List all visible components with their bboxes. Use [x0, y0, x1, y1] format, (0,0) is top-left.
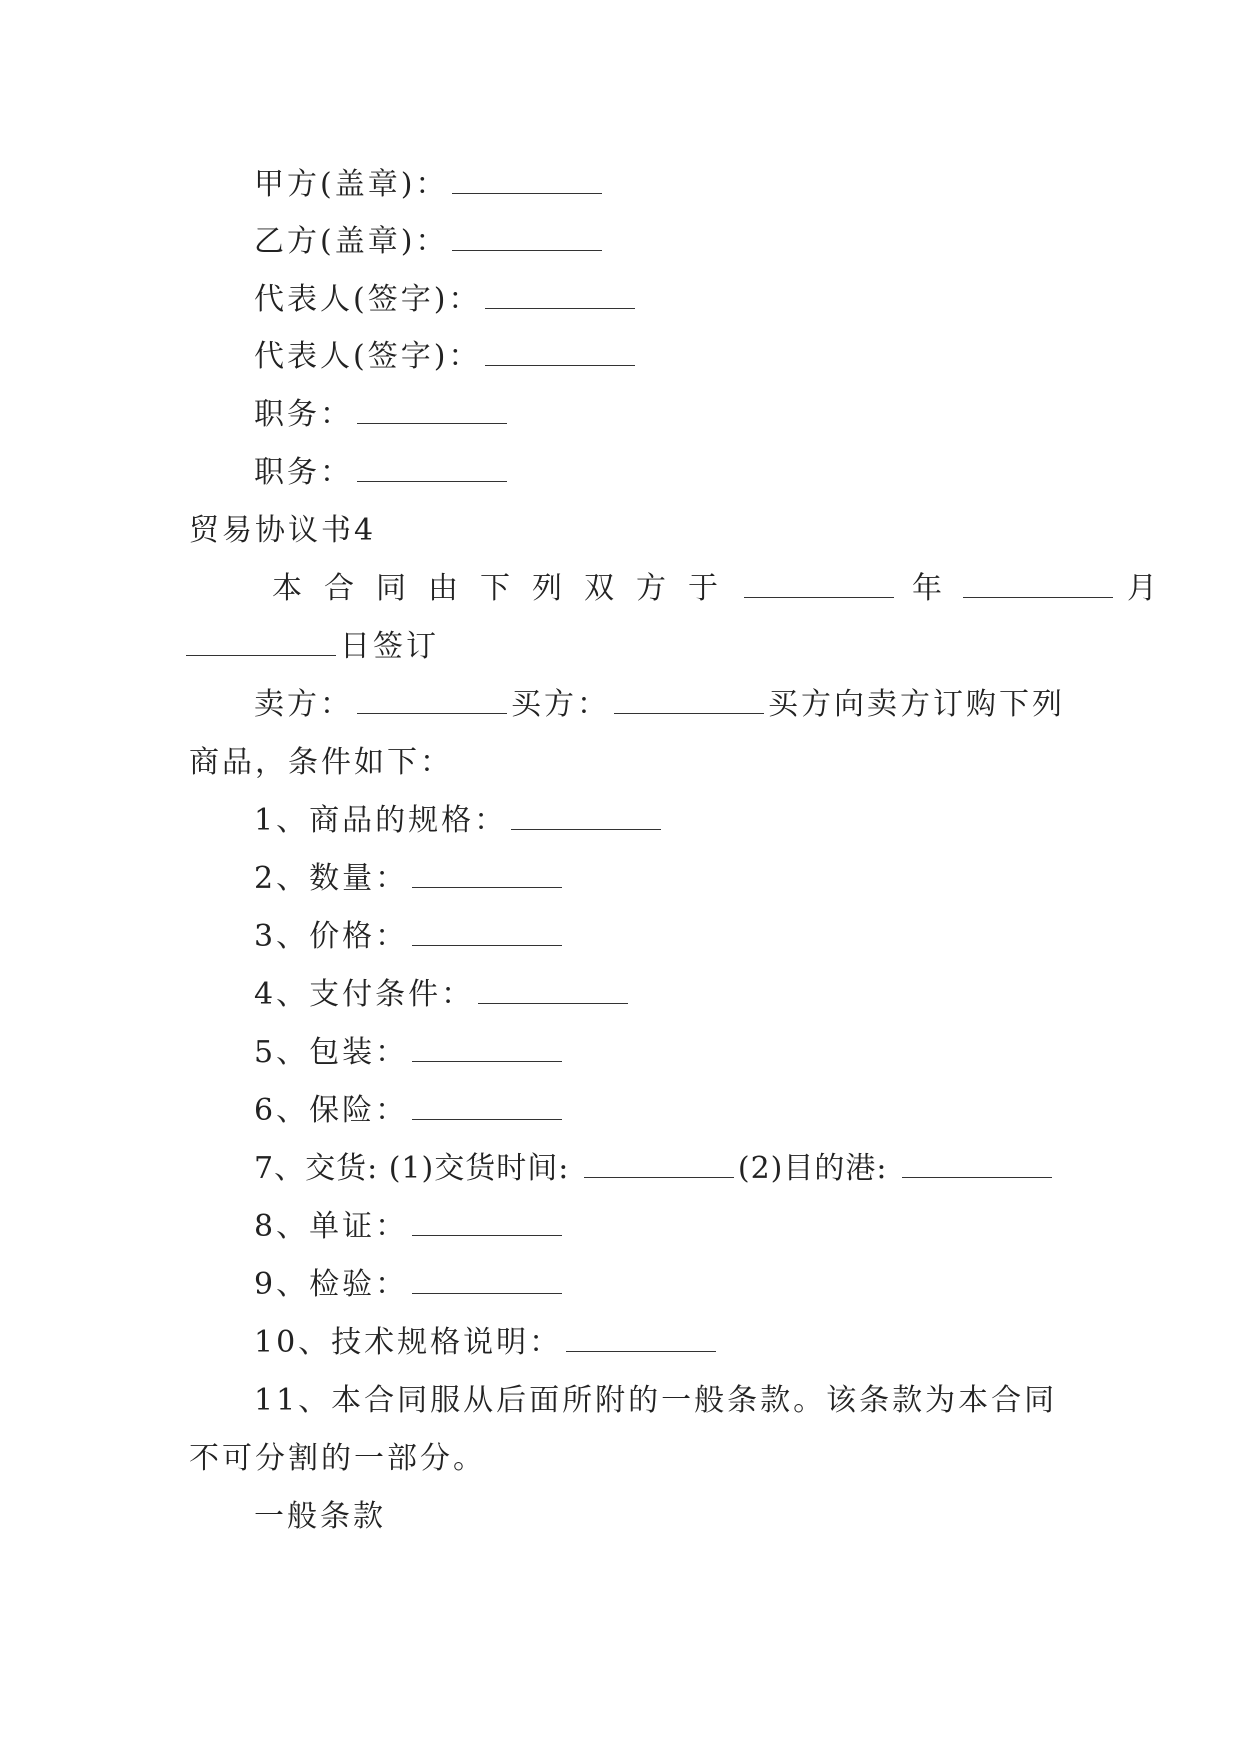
item-6-blank[interactable]	[412, 1091, 562, 1120]
month-blank[interactable]	[963, 569, 1113, 598]
item-10-label: 10、技术规格说明：	[254, 1325, 563, 1360]
item-4-blank[interactable]	[478, 975, 628, 1004]
delivery-time-blank[interactable]	[584, 1149, 734, 1178]
item-11-line-1: 11、本合同服从后面所附的一般条款。该条款为本合同	[254, 1383, 1058, 1418]
item-1-blank[interactable]	[511, 801, 661, 830]
item-7-label-a: 7、交货: (1)交货时间:	[254, 1151, 580, 1186]
rep-sign-blank-1[interactable]	[485, 280, 635, 309]
item-8-blank[interactable]	[412, 1207, 562, 1236]
item-9-label: 9、检验：	[254, 1267, 409, 1302]
item-2-line	[254, 859, 566, 899]
order-text: 买方向卖方订购下列	[768, 687, 1065, 722]
item-10-blank[interactable]	[566, 1323, 716, 1352]
rep-sign-line-2	[254, 337, 639, 377]
item-4-label: 4、支付条件：	[254, 977, 475, 1012]
party-a-seal-blank[interactable]	[452, 165, 602, 194]
day-signed-label: 日签订	[340, 629, 439, 664]
item-10-line	[254, 1323, 720, 1363]
conditions-line: 商品，条件如下：	[189, 745, 453, 780]
item-11-line-2: 不可分割的一部分。	[189, 1441, 486, 1476]
item-8-line	[254, 1207, 566, 1247]
rep-sign-blank-2[interactable]	[485, 337, 635, 366]
title-line-2	[254, 453, 511, 493]
party-a-seal-line	[254, 165, 606, 205]
item-7-label-b: (2)目的港:	[737, 1151, 899, 1186]
item-2-blank[interactable]	[412, 859, 562, 888]
intro-line-1	[272, 569, 1160, 609]
buyer-label: 买方：	[511, 687, 610, 722]
party-b-seal-line	[254, 222, 606, 262]
title-label-2: 职务：	[254, 455, 353, 490]
party-b-seal-label: 乙方(盖章)：	[254, 224, 449, 259]
title-blank-2[interactable]	[357, 453, 507, 482]
item-6-line	[254, 1091, 566, 1131]
rep-sign-label-2: 代表人(签字)：	[254, 339, 482, 374]
party-a-seal-label: 甲方(盖章)：	[254, 167, 449, 202]
item-9-line	[254, 1265, 566, 1305]
destination-port-blank[interactable]	[902, 1149, 1052, 1178]
item-7-line	[254, 1149, 1056, 1189]
party-b-seal-blank[interactable]	[452, 222, 602, 251]
general-terms-heading: 一般条款	[254, 1499, 386, 1534]
title-blank-1[interactable]	[357, 395, 507, 424]
item-5-line	[254, 1033, 566, 1073]
item-1-label: 1、商品的规格：	[254, 803, 508, 838]
year-blank[interactable]	[744, 569, 894, 598]
item-9-blank[interactable]	[412, 1265, 562, 1294]
item-3-line	[254, 917, 566, 957]
item-5-label: 5、包装：	[254, 1035, 409, 1070]
buyer-blank[interactable]	[614, 685, 764, 714]
item-8-label: 8、单证：	[254, 1209, 409, 1244]
item-2-label: 2、数量：	[254, 861, 409, 896]
title-line-1	[254, 395, 511, 435]
item-6-label: 6、保险：	[254, 1093, 409, 1128]
year-label: 年	[912, 571, 945, 606]
seller-label: 卖方：	[254, 687, 353, 722]
item-5-blank[interactable]	[412, 1033, 562, 1062]
intro-line-2	[186, 627, 439, 667]
day-blank[interactable]	[186, 627, 336, 656]
rep-sign-label-1: 代表人(签字)：	[254, 282, 482, 317]
parties-line	[254, 685, 1065, 725]
item-4-line	[254, 975, 632, 1015]
item-3-blank[interactable]	[412, 917, 562, 946]
seller-blank[interactable]	[357, 685, 507, 714]
item-3-label: 3、价格：	[254, 919, 409, 954]
item-1-line	[254, 801, 665, 841]
doc-heading: 贸易协议书4	[189, 513, 377, 548]
title-label-1: 职务：	[254, 397, 353, 432]
month-label: 月	[1127, 571, 1160, 606]
rep-sign-line-1	[254, 280, 639, 320]
intro-text: 本合同由下列双方于	[272, 571, 740, 606]
